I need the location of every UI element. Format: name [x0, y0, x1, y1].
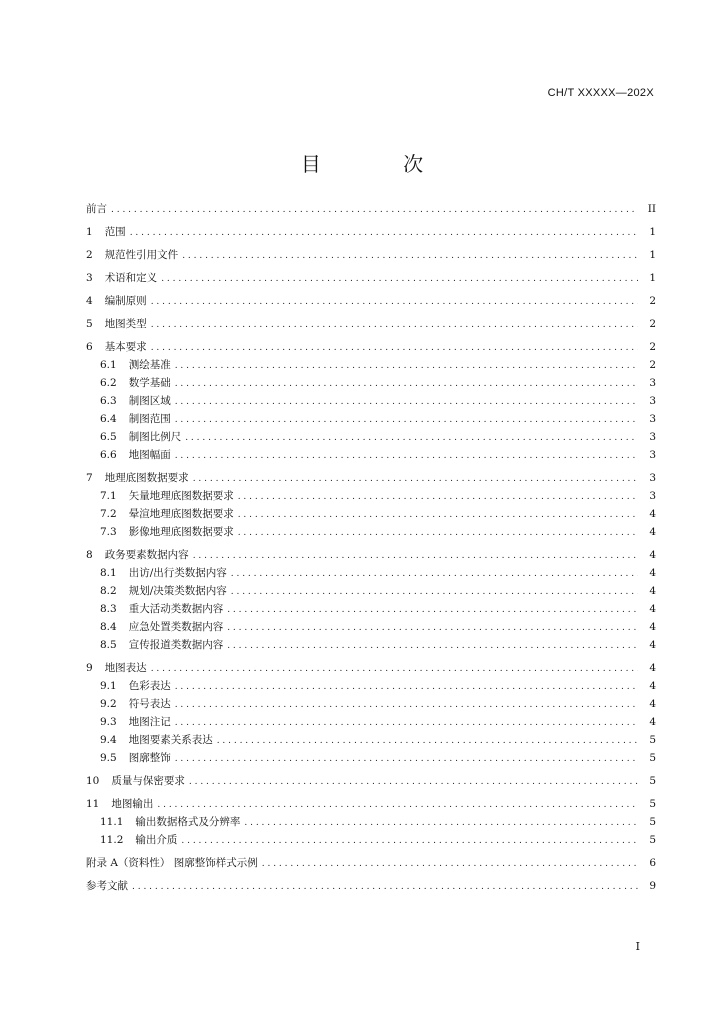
dot-leader — [238, 524, 638, 542]
toc-entry[interactable] — [86, 315, 656, 333]
toc-entry-page: 5 — [649, 775, 656, 787]
toc-entry-page: 4 — [649, 639, 656, 651]
dot-leader — [217, 732, 638, 750]
dot-leader — [182, 247, 638, 265]
toc-entry-number: 8.3 — [100, 603, 117, 615]
toc-entry-label: 应急处置类数据内容 — [128, 621, 224, 633]
toc-entry-page: 3 — [649, 395, 656, 407]
toc-entry-number: 6 — [86, 341, 93, 353]
toc-entry-number: 4 — [86, 295, 93, 307]
toc-entry-label: 编制原则 — [104, 295, 147, 307]
toc-entry-number: 11.1 — [100, 816, 124, 828]
dot-leader — [185, 429, 638, 447]
toc-entry-label: 输出介质 — [135, 834, 178, 846]
toc-entry[interactable] — [86, 854, 656, 872]
toc-entry-label: 制图比例尺 — [128, 431, 182, 443]
toc-entry-page: 4 — [649, 526, 656, 538]
dot-leader — [227, 619, 638, 637]
toc-subentry[interactable] — [86, 374, 656, 392]
toc-subentry[interactable] — [86, 487, 656, 505]
dot-leader — [175, 678, 638, 696]
toc-subentry[interactable] — [86, 749, 656, 767]
dot-leader — [175, 714, 638, 732]
toc-entry-number: 9.3 — [100, 716, 117, 728]
toc-entry-label: 输出数据格式及分辨率 — [135, 816, 241, 828]
toc-entry-number: 6.4 — [100, 413, 117, 425]
toc-entry-page: 4 — [649, 662, 656, 674]
toc-entry-page: II — [647, 203, 656, 215]
toc-entry-label: 图廓整饰 — [128, 752, 171, 764]
toc-entry-label: 晕渲地理底图数据要求 — [128, 508, 234, 520]
toc-entry-label: 测绘基准 — [128, 359, 171, 371]
toc-entry-page: 3 — [649, 377, 656, 389]
page-number: I — [635, 940, 640, 953]
toc-entry[interactable] — [86, 772, 656, 790]
toc-entry-label: 地图注记 — [128, 716, 171, 728]
toc-subentry[interactable] — [86, 695, 656, 713]
toc-entry-page: 2 — [649, 295, 656, 307]
toc-entry-page: 5 — [649, 816, 656, 828]
toc-subentry[interactable] — [86, 446, 656, 464]
toc-entry-number: 9.1 — [100, 680, 117, 692]
dot-leader — [130, 224, 638, 242]
toc-entry-number: 6.5 — [100, 431, 117, 443]
dot-leader — [175, 411, 638, 429]
toc-entry-label: 规范性引用文件 — [104, 249, 179, 261]
toc-entry-label: 宣传报道类数据内容 — [128, 639, 224, 651]
dot-leader — [175, 357, 638, 375]
toc-subentry[interactable] — [86, 713, 656, 731]
toc-entry-label: 制图区域 — [128, 395, 171, 407]
toc-entry-label: 基本要求 — [104, 341, 147, 353]
toc-entry-page: 2 — [649, 318, 656, 330]
toc-entry-label: 规划/决策类数据内容 — [128, 585, 227, 597]
toc-entry-number: 8.2 — [100, 585, 117, 597]
toc-entry-page: 3 — [649, 472, 656, 484]
dot-leader — [193, 547, 638, 565]
toc-entry[interactable] — [86, 246, 656, 264]
toc-subentry[interactable] — [86, 564, 656, 582]
toc-entry-page: 9 — [649, 880, 656, 892]
toc-entry-page: 1 — [649, 272, 656, 284]
dot-leader — [227, 601, 638, 619]
toc-entry-number: 5 — [86, 318, 93, 330]
toc-entry-page: 4 — [649, 549, 656, 561]
standard-code: CH/T XXXXX—202X — [547, 87, 654, 99]
toc-entry[interactable] — [86, 269, 656, 287]
toc-entry[interactable] — [86, 200, 656, 218]
toc-subentry[interactable] — [86, 677, 656, 695]
toc-entry-label: 重大活动类数据内容 — [128, 603, 224, 615]
dot-leader — [175, 447, 638, 465]
toc-entry-number: 6.6 — [100, 449, 117, 461]
toc-entry-number: 6.1 — [100, 359, 117, 371]
toc-entry-page: 6 — [649, 857, 656, 869]
dot-leader — [151, 293, 638, 311]
toc-entry-label: 地理底图数据要求 — [104, 472, 189, 484]
toc-entry-page: 2 — [649, 359, 656, 371]
toc-entry-page: 3 — [649, 413, 656, 425]
toc-entry-page: 3 — [649, 449, 656, 461]
toc-entry-number: 9.2 — [100, 698, 117, 710]
toc-entry-label: 参考文献 — [86, 880, 128, 892]
toc-entry-page: 1 — [649, 226, 656, 238]
page-title: 目 次 — [300, 152, 462, 176]
toc-entry[interactable] — [86, 795, 656, 813]
toc-entry-number: 11 — [86, 798, 100, 810]
toc-entry-label: 出访/出行类数据内容 — [128, 567, 227, 579]
toc-entry-label: 前言 — [86, 203, 107, 215]
toc-subentry[interactable] — [86, 505, 656, 523]
dot-leader — [175, 393, 638, 411]
toc-entry-page: 4 — [649, 603, 656, 615]
dot-leader — [238, 488, 638, 506]
toc-entry-page: 4 — [649, 680, 656, 692]
toc-entry-number: 9.4 — [100, 734, 117, 746]
toc-subentry[interactable] — [86, 582, 656, 600]
dot-leader — [157, 796, 638, 814]
toc-subentry[interactable] — [86, 428, 656, 446]
toc-entry-label: 地图表达 — [104, 662, 147, 674]
toc-entry-number: 8.4 — [100, 621, 117, 633]
toc-entry-number: 9.5 — [100, 752, 117, 764]
toc-entry-number: 11.2 — [100, 834, 124, 846]
dot-leader — [193, 470, 638, 488]
toc-subentry[interactable] — [86, 600, 656, 618]
toc-entry[interactable] — [86, 338, 656, 356]
toc-entry-label: 质量与保密要求 — [111, 775, 185, 787]
toc-subentry[interactable] — [86, 523, 656, 541]
dot-leader — [262, 855, 638, 873]
dot-leader — [181, 832, 638, 850]
toc-subentry[interactable] — [86, 636, 656, 654]
toc-entry-page: 5 — [649, 834, 656, 846]
toc-entry-label: 地图幅面 — [128, 449, 171, 461]
toc-entry-label: 术语和定义 — [104, 272, 158, 284]
toc-entry-page: 5 — [649, 798, 656, 810]
toc-entry-number: 2 — [86, 249, 93, 261]
toc-entry-page: 3 — [649, 490, 656, 502]
toc-entry-page: 1 — [649, 249, 656, 261]
dot-leader — [175, 750, 638, 768]
toc-subentry[interactable] — [86, 618, 656, 636]
dot-leader — [231, 565, 638, 583]
dot-leader — [231, 583, 638, 601]
toc-entry-number: 3 — [86, 272, 93, 284]
toc-subentry[interactable] — [86, 356, 656, 374]
dot-leader — [151, 339, 638, 357]
dot-leader — [227, 637, 638, 655]
toc-entry-page: 4 — [649, 567, 656, 579]
dot-leader — [175, 696, 638, 714]
dot-leader — [151, 660, 638, 678]
toc-subentry[interactable] — [86, 410, 656, 428]
toc-entry-label: 范围 — [104, 226, 126, 238]
toc-entry-number: 8 — [86, 549, 93, 561]
dot-leader — [175, 375, 638, 393]
toc-entry-label: 符号表达 — [128, 698, 171, 710]
dot-leader — [132, 878, 638, 896]
toc-entry-label: 色彩表达 — [128, 680, 171, 692]
dot-leader — [161, 270, 638, 288]
toc-entry-number: 8.1 — [100, 567, 117, 579]
toc-entry-label: 制图范围 — [128, 413, 171, 425]
table-of-contents — [86, 200, 656, 895]
toc-entry-label: 地图类型 — [104, 318, 147, 330]
toc-subentry[interactable] — [86, 731, 656, 749]
toc-entry-number: 6.3 — [100, 395, 117, 407]
toc-entry-number: 7.1 — [100, 490, 117, 502]
toc-entry[interactable] — [86, 659, 656, 677]
toc-subentry[interactable] — [86, 392, 656, 410]
toc-entry-page: 5 — [649, 752, 656, 764]
dot-leader — [111, 201, 638, 219]
toc-entry-label: 数学基础 — [128, 377, 171, 389]
toc-entry[interactable] — [86, 469, 656, 487]
toc-entry-label: 地图要素关系表达 — [128, 734, 213, 746]
toc-entry-number: 7 — [86, 472, 93, 484]
toc-entry-number: 1 — [86, 226, 93, 238]
dot-leader — [189, 773, 638, 791]
dot-leader — [151, 316, 638, 334]
toc-entry-page: 4 — [649, 621, 656, 633]
toc-entry-number: 7.2 — [100, 508, 117, 520]
toc-entry[interactable] — [86, 223, 656, 241]
toc-subentry[interactable] — [86, 813, 656, 831]
toc-entry-page: 4 — [649, 698, 656, 710]
dot-leader — [238, 506, 638, 524]
toc-entry-label: 影像地理底图数据要求 — [128, 526, 234, 538]
toc-entry-label: 矢量地理底图数据要求 — [128, 490, 234, 502]
toc-entry[interactable] — [86, 292, 656, 310]
toc-entry-page: 3 — [649, 431, 656, 443]
toc-entry-page: 4 — [649, 508, 656, 520]
toc-entry-number: 10 — [86, 775, 100, 787]
toc-entry-number: 7.3 — [100, 526, 117, 538]
toc-entry-page: 5 — [649, 734, 656, 746]
toc-entry-number: 8.5 — [100, 639, 117, 651]
toc-entry-number: 6.2 — [100, 377, 117, 389]
toc-subentry[interactable] — [86, 831, 656, 849]
toc-entry[interactable] — [86, 877, 656, 895]
toc-entry-number: 9 — [86, 662, 93, 674]
toc-entry-page: 4 — [649, 716, 656, 728]
dot-leader — [244, 814, 638, 832]
toc-entry-page: 2 — [649, 341, 656, 353]
toc-entry-label: 政务要素数据内容 — [104, 549, 189, 561]
toc-entry-label: 地图输出 — [111, 798, 154, 810]
toc-entry-label: 附录 A（资料性） 图廓整饰样式示例 — [86, 857, 258, 869]
toc-entry-page: 4 — [649, 585, 656, 597]
toc-entry[interactable] — [86, 546, 656, 564]
